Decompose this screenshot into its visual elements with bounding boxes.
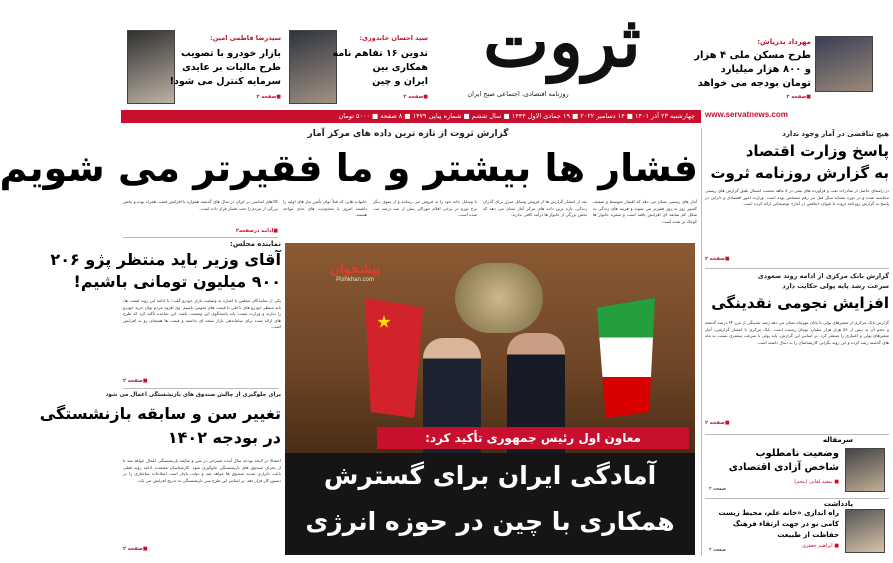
- photo-story[interactable]: [285, 243, 695, 555]
- website[interactable]: www.servatnews.com: [705, 110, 788, 119]
- emblem-icon: [455, 263, 543, 333]
- story-headline: حفاظت از طبیعت: [777, 531, 839, 539]
- story-page-ref: صفحه ۲: [709, 547, 726, 553]
- story-page-ref: ■صفحه ۲: [123, 546, 148, 552]
- teaser-page-ref: ■صفحه ۲: [403, 94, 428, 100]
- teaser-photo: [127, 30, 175, 104]
- watermark-url: Pishkhan.com: [336, 277, 374, 283]
- divider: [705, 498, 889, 499]
- watermark-logo: پیشخوان: [329, 261, 381, 277]
- story-headline: آقای وزیر باید منتظر پژو ۲۰۶: [50, 250, 281, 269]
- photo-headline: آمادگی ایران برای گسترش: [323, 461, 657, 490]
- divider: [705, 268, 889, 269]
- masthead: [93, 0, 893, 125]
- divider: [123, 237, 278, 238]
- story-kicker: گزارش بانک مرکزی از ادامه روند صعودی: [757, 272, 889, 280]
- teaser-title-line: ایران و چین: [372, 76, 428, 87]
- story-author: ■ ابراهیم جعفری: [801, 543, 839, 549]
- teaser-page-ref: ■صفحه ۲: [786, 94, 811, 100]
- story-kicker: برای جلوگیری از چالش صندوق های بازنشستگی اعمال می شود: [105, 392, 281, 398]
- tagline: روزنامه اقتصادی، اجتماعی صبح ایران: [467, 90, 569, 98]
- teaser-photo: [815, 36, 873, 92]
- teaser-author: مهرداد بذرپاش:: [757, 38, 811, 46]
- story-headline: شاخص آزادی اقتصادی: [728, 462, 839, 473]
- right-story-4[interactable]: [705, 509, 889, 559]
- teaser-author: سید احسان خاندوزی:: [359, 34, 428, 42]
- story-author: ■ سعید لقابی (پنجم): [794, 479, 839, 485]
- divider: [123, 388, 278, 389]
- teaser-title-line: همکاری بین: [372, 62, 428, 73]
- teaser-right[interactable]: [694, 36, 889, 108]
- left-story-2[interactable]: [39, 392, 281, 554]
- story-page-ref: ■صفحه ۲: [705, 420, 730, 426]
- story-headline: پاسخ وزارت اقتصاد: [745, 142, 889, 160]
- note-label: یادداشت: [823, 500, 853, 508]
- teaser-title-line: طرح مالیات بر عایدی: [182, 62, 281, 73]
- story-kicker: هیچ تناقضی در آمار وجود ندارد: [782, 130, 889, 138]
- main-kicker: گزارش ثروت از تازه ترین داده های مرکز آمار: [307, 129, 509, 139]
- story-page-ref: ■صفحه ۲: [705, 256, 730, 262]
- story-body: در راستای حاصل از صادرات نفت و فرآورده های نفتی در ۸ ماهه نخست امسال طبق گزارش های رسمی محاسبه شده و در دوره مشابه سال قبل نیز رقم مشخص بوده است. وزارت امور اقتصادی و دارایی در پاسخ به گزارش روزنامه ثروت با عنوان «تناقض در آمار» توضیحاتی ارائه کرده است.: [705, 188, 889, 207]
- iran-flag-icon: [597, 298, 655, 418]
- story-headline: افزایش نجومی نقدینگی: [711, 294, 889, 312]
- story-kicker: نماینده مجلس:: [230, 240, 281, 248]
- story-headline: وضعیت نامطلوب: [755, 448, 839, 459]
- main-body-col: با وسایل خانه خود را به فروش می رسانند و از سوی دیگر نرخ تورم در برخی اقلام خوراکی بیش از صد درصد ثبت شده است.: [373, 199, 477, 218]
- main-body-col: آمار های رسمی نشان می دهد که اقشار متوسط و ضعیف کشور روز به روز فقیرتر می شوند و هزینه های زندگی به شکل کم سابقه ای افزایش یافته است و سفره خانوار ها کوچک تر شده است.: [593, 199, 697, 224]
- teaser-title-line: تدوین ۱۶ تفاهم نامه: [332, 48, 428, 59]
- main-headline[interactable]: فشار ها بیشتر و ما فقیرتر می شویم: [0, 146, 698, 190]
- story-headline: تغییر سن و سابقه بازنشستگی: [39, 404, 281, 423]
- story-kicker: سرعت رشد پایه پولی حکایت دارد: [782, 282, 889, 290]
- teaser-middle[interactable]: [283, 28, 428, 110]
- main-continue[interactable]: ■ادامه درصفحه۲: [235, 228, 278, 234]
- china-flag-icon: [365, 298, 423, 418]
- story-body: گزارش بانک مرکزی از متغیرهای پولی تا پایان مهرماه نشان می دهد رشد نقدینگی از مرز ۳۴ درصد گذشته و حجم آن به بیش از ۵۶ هزار هزار میلیارد تومان رسیده است. بانک مرکزی با انتشار گزارشی، آمار متغیرهای پولی و اعتباری را منتشر کرد. بر اساس این گزارش، پایه پولی با سرعت بیشتری نسبت به ماه های گذشته رشد کرده و این روند نگرانی کارشناسان را به دنبال داشته است.: [705, 320, 889, 345]
- right-story-3[interactable]: [705, 446, 889, 496]
- watermark: [315, 261, 395, 283]
- story-page-ref: صفحه ۲: [709, 486, 726, 492]
- main-body-col: بعد از انتشار گزارش ها از فروش وسایل منزل برای گذران زندگی، تازه ترین داده های مرکز آمار نشان می دهد که بخش بزرگی از خانوار ها درآمد کافی ندارند.: [483, 199, 587, 218]
- story-body: احتمالا در لایحه بودجه سال آینده تغییراتی در سن و سابقه بازنشستگی اعمال خواهد شد تا از بحران صندوق های بازنشستگی جلوگیری شود. کارشناسان معتقدند ادامه روند فعلی باعث ناترازی شدید صندوق ها خواهد شد و دولت ناچار است اصلاحات ساختاری را در دستور کار قرار دهد. بر اساس این طرح سن بازنشستگی به تدریج افزایش می یابد.: [123, 458, 281, 483]
- teaser-title-line: طرح مسکن ملی ۴ هزار: [694, 50, 811, 61]
- editorial-label: سرمقاله: [822, 436, 853, 444]
- story-headline: در بودجه ۱۴۰۲: [167, 428, 281, 447]
- teaser-page-ref: ■صفحه ۲: [256, 94, 281, 100]
- right-story-2[interactable]: [705, 272, 889, 430]
- story-headline: ۹۰۰ میلیون تومانی باشیم!: [73, 272, 281, 291]
- right-story-1[interactable]: [705, 128, 889, 266]
- teaser-left[interactable]: [121, 28, 281, 110]
- photo-headline-box: [285, 453, 695, 555]
- story-headline: کامی نو در جهت ارتقاء فرهنگ: [732, 520, 839, 528]
- divider: [705, 434, 889, 435]
- main-body-col: خانواده هایی که قبلاً توان تأمین نیاز های اولیه را داشتند امروز با محدودیت های جدی مواجه هستند.: [283, 199, 367, 218]
- dateline-bar: [121, 110, 701, 123]
- left-body-top: کالاهای اساسی در ایران در سال های گذشته همواره با افزایش قیمت همراه بوده و بخش بزرگی از مردم را تحت فشار قرار داده است.: [123, 199, 278, 211]
- story-body: یکی از نمایندگان مجلس با اشاره به وضعیت بازار خودرو گفت: با ادامه این روند قیمت ها، باید منتظر خودرو های داخلی با قیمت های نجومی باشیم. وی افزود مردم توان خرید خودرو را ندارند و وزارت صمت باید پاسخگوی این وضعیت باشد. این نماینده تأکید کرد که طرح های ارائه شده برای ساماندهی بازار نتیجه ای نداشته و قیمت ها همچنان رو به افزایش است.: [123, 298, 281, 330]
- left-story-1[interactable]: [50, 240, 281, 385]
- logo: ثروت: [483, 0, 641, 83]
- teaser-title-line: سرمایه کنترل می شود!: [169, 76, 281, 87]
- dateline: چهارشنبه ۲۳ آذر ۱۴۰۱ ■ ۱۴ دسامبر ۲۰۲۲ ■ ۱۹ جمادی الاول ۱۴۴۴ ■ سال ششم ■ شماره پیاپی ۱۴۷۹ ■ ۸ صفحه ■ ۵۰۰۰ تومان: [338, 112, 695, 120]
- teaser-title-line: بازار خودرو با تصویب: [181, 48, 281, 59]
- teaser-author: سیدرضا فاطمی امین:: [210, 34, 281, 42]
- story-headline: به گزارش روزنامه ثروت: [710, 164, 889, 182]
- photo-kicker: معاون اول رئیس جمهوری تأکید کرد:: [425, 431, 641, 445]
- author-photo: [845, 509, 885, 553]
- teaser-title-line: تومان بودجه می خواهد: [697, 78, 811, 89]
- story-headline: راه اندازی «خانه علم، محیط زیست: [718, 509, 839, 517]
- author-photo: [845, 448, 885, 492]
- teaser-photo: [289, 30, 337, 104]
- photo-kicker-banner: [377, 427, 689, 449]
- photo-headline: همکاری با چین در حوزه انرژی: [305, 507, 675, 536]
- teaser-title-line: و ۸۰۰ هزار میلیارد: [720, 64, 811, 75]
- column-rule: [701, 128, 702, 556]
- story-page-ref: ■صفحه ۲: [123, 378, 148, 384]
